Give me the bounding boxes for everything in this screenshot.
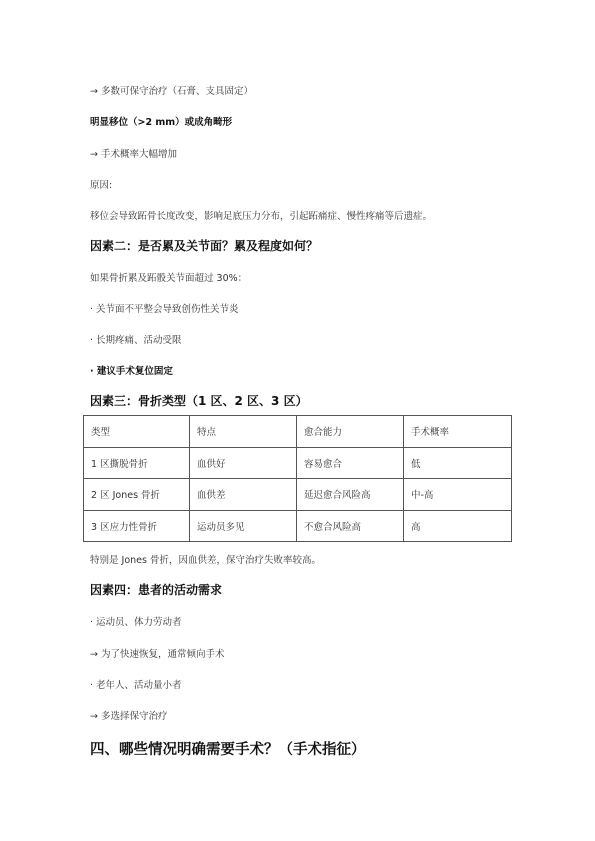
text-line: 原因: [90, 180, 113, 191]
heading-factor-3: 因素三：骨折类型（1 区、2 区、3 区） [90, 394, 308, 408]
table-cell: 不愈合风险高 [297, 510, 404, 542]
list-item: · 运动员、体力劳动者 [90, 617, 182, 628]
text-line: → 多数可保守治疗（石膏、支具固定） [90, 86, 253, 97]
table-header-cell: 愈合能力 [297, 416, 404, 448]
text-line: 如果骨折累及跖骰关节面超过 30%： [90, 273, 248, 284]
text-line: → 手术概率大幅增加 [90, 149, 177, 160]
table-row [84, 510, 512, 542]
list-item: · 长期疼痛、活动受限 [90, 335, 182, 346]
table-cell: 运动员多见 [190, 510, 297, 542]
text-line: → 多选择保守治疗 [90, 711, 168, 722]
table-cell: 2 区 Jones 骨折 [84, 479, 190, 511]
table-cell: 高 [404, 510, 512, 542]
table-cell: 3 区应力性骨折 [84, 510, 190, 542]
table-row [84, 447, 512, 479]
list-item-bold: · 建议手术复位固定 [90, 366, 173, 377]
table-header-cell: 特点 [190, 416, 297, 448]
table-cell: 血供差 [190, 479, 297, 511]
table-cell: 1 区撕脱骨折 [84, 447, 190, 479]
table-row [84, 479, 512, 511]
table-cell: 容易愈合 [297, 447, 404, 479]
heading-factor-2: 因素二：是否累及关节面？累及程度如何？ [90, 239, 319, 253]
text-line: → 为了快速恢复，通常倾向手术 [90, 649, 225, 660]
table-cell: 中-高 [404, 479, 512, 511]
list-item: · 老年人、活动量小者 [90, 680, 182, 691]
table-cell: 血供好 [190, 447, 297, 479]
text-line-bold: 明显移位（>2 mm）或成角畸形 [90, 117, 233, 128]
table-cell: 延迟愈合风险高 [297, 479, 404, 511]
table-header-cell: 类型 [84, 416, 190, 448]
heading-factor-4: 因素四：患者的活动需求 [90, 583, 223, 597]
table-header-row [84, 416, 512, 448]
text-line: 特别是 Jones 骨折，因血供差，保守治疗失败率较高。 [90, 555, 321, 566]
section-heading: 四、哪些情况明确需要手术？（手术指征） [90, 742, 366, 758]
table-header-cell: 手术概率 [404, 416, 512, 448]
text-line: 移位会导致跖骨长度改变，影响足底压力分布，引起跖痛症、慢性疼痛等后遗症。 [90, 211, 433, 222]
fracture-type-table [83, 415, 512, 542]
table-cell: 低 [404, 447, 512, 479]
list-item: · 关节面不平整会导致创伤性关节炎 [90, 304, 239, 315]
